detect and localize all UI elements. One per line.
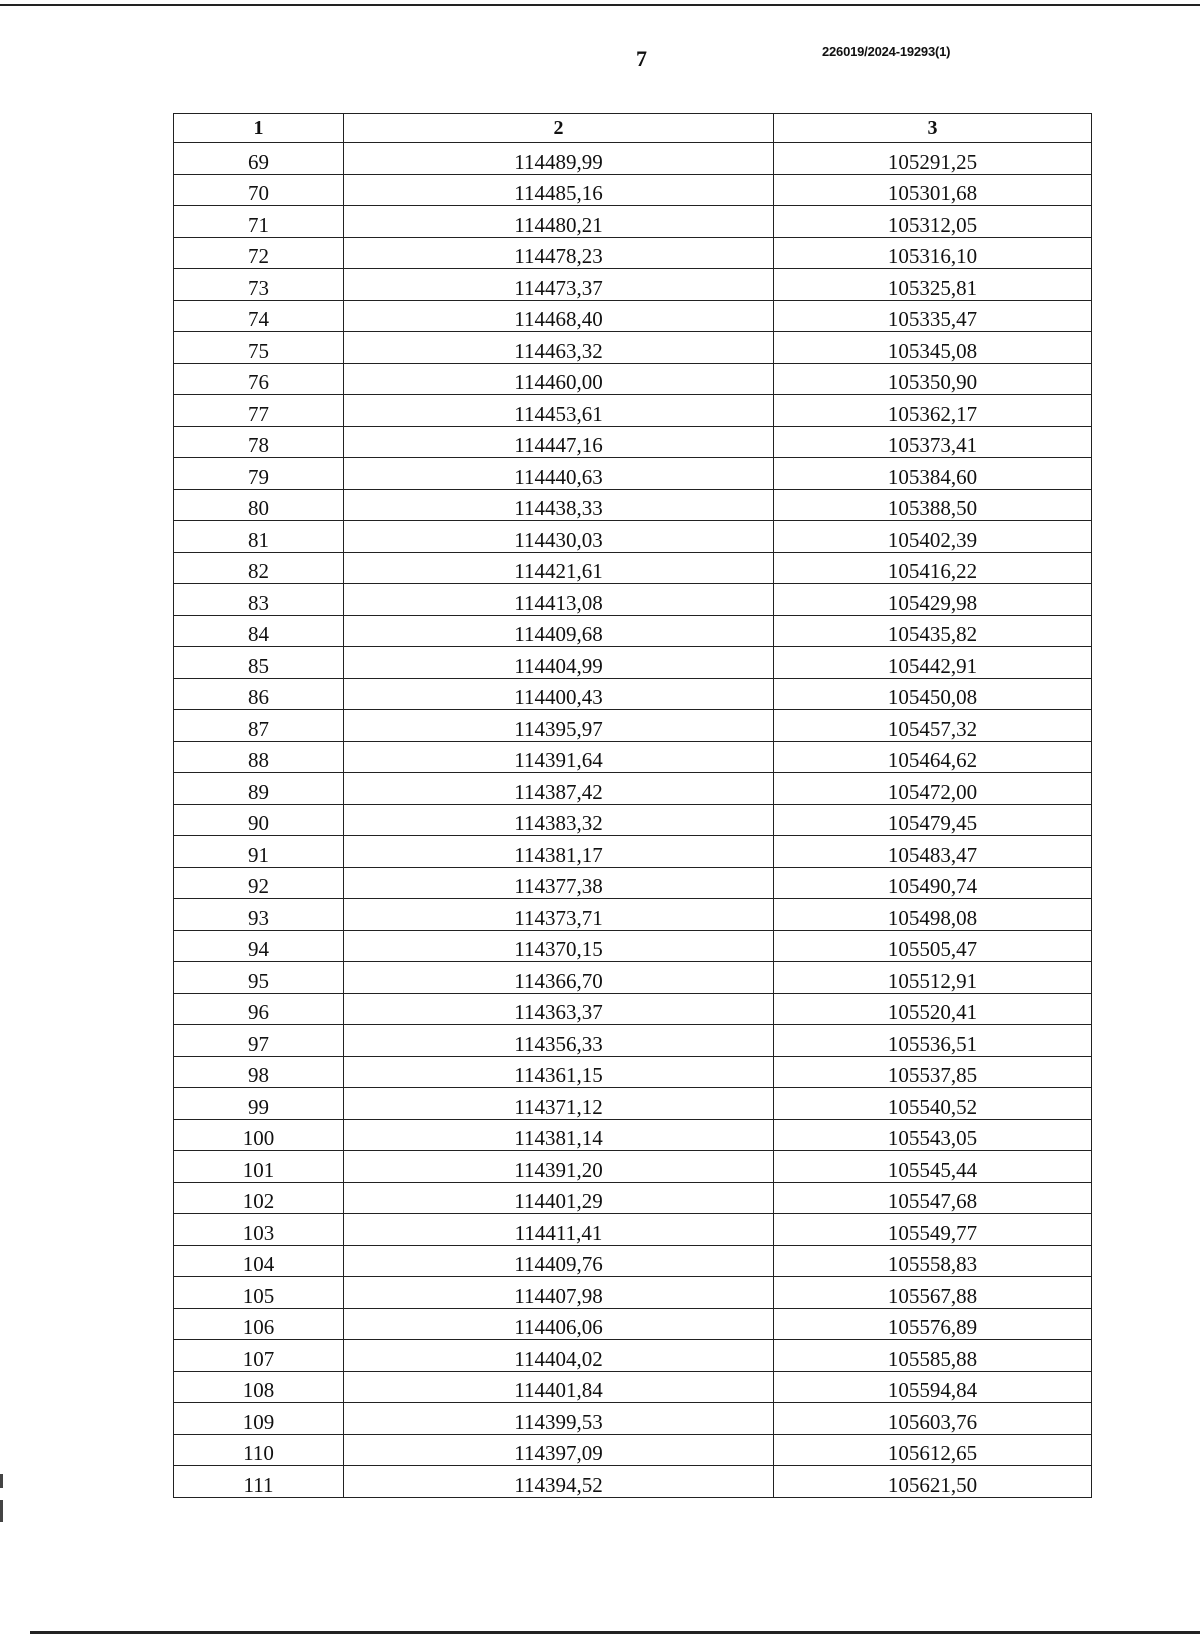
x-coordinate-cell: 114394,52 <box>344 1466 774 1498</box>
x-coordinate-cell: 114370,15 <box>344 930 774 962</box>
x-coordinate-cell: 114489,99 <box>344 143 774 175</box>
table-row <box>174 395 1092 427</box>
table-row <box>174 993 1092 1025</box>
point-number-cell: 102 <box>174 1182 344 1214</box>
y-coordinate-cell: 105373,41 <box>774 426 1092 458</box>
y-coordinate-cell: 105316,10 <box>774 237 1092 269</box>
point-number-cell: 111 <box>174 1466 344 1498</box>
x-coordinate-cell: 114381,14 <box>344 1119 774 1151</box>
y-coordinate-cell: 105536,51 <box>774 1025 1092 1057</box>
y-coordinate-cell: 105350,90 <box>774 363 1092 395</box>
y-coordinate-cell: 105335,47 <box>774 300 1092 332</box>
y-coordinate-cell: 105567,88 <box>774 1277 1092 1309</box>
x-coordinate-cell: 114361,15 <box>344 1056 774 1088</box>
table-row <box>174 741 1092 773</box>
y-coordinate-cell: 105547,68 <box>774 1182 1092 1214</box>
scan-margin-mark <box>0 1500 3 1522</box>
x-coordinate-cell: 114391,20 <box>344 1151 774 1183</box>
x-coordinate-cell: 114447,16 <box>344 426 774 458</box>
table-row <box>174 1403 1092 1435</box>
table-row <box>174 143 1092 175</box>
table-row <box>174 521 1092 553</box>
table-row <box>174 867 1092 899</box>
table-row <box>174 332 1092 364</box>
y-coordinate-cell: 105603,76 <box>774 1403 1092 1435</box>
point-number-cell: 94 <box>174 930 344 962</box>
x-coordinate-cell: 114478,23 <box>344 237 774 269</box>
y-coordinate-cell: 105362,17 <box>774 395 1092 427</box>
x-coordinate-cell: 114371,12 <box>344 1088 774 1120</box>
x-coordinate-cell: 114404,02 <box>344 1340 774 1372</box>
point-number-cell: 92 <box>174 867 344 899</box>
point-number-cell: 74 <box>174 300 344 332</box>
point-number-cell: 91 <box>174 836 344 868</box>
top-scan-border <box>0 0 1200 6</box>
point-number-cell: 80 <box>174 489 344 521</box>
y-coordinate-cell: 105537,85 <box>774 1056 1092 1088</box>
table-row <box>174 1151 1092 1183</box>
table-row <box>174 552 1092 584</box>
x-coordinate-cell: 114395,97 <box>344 710 774 742</box>
y-coordinate-cell: 105402,39 <box>774 521 1092 553</box>
y-coordinate-cell: 105429,98 <box>774 584 1092 616</box>
point-number-cell: 76 <box>174 363 344 395</box>
y-coordinate-cell: 105543,05 <box>774 1119 1092 1151</box>
x-coordinate-cell: 114401,29 <box>344 1182 774 1214</box>
x-coordinate-cell: 114440,63 <box>344 458 774 490</box>
y-coordinate-cell: 105520,41 <box>774 993 1092 1025</box>
table-row <box>174 804 1092 836</box>
point-number-cell: 95 <box>174 962 344 994</box>
table-row <box>174 269 1092 301</box>
table-row <box>174 489 1092 521</box>
x-coordinate-cell: 114406,06 <box>344 1308 774 1340</box>
x-coordinate-cell: 114411,41 <box>344 1214 774 1246</box>
page-number: 7 <box>636 46 647 71</box>
x-coordinate-cell: 114363,37 <box>344 993 774 1025</box>
point-number-cell: 77 <box>174 395 344 427</box>
bottom-scan-border <box>30 1631 1200 1634</box>
point-number-cell: 86 <box>174 678 344 710</box>
document-reference: 226019/2024-19293(1) <box>822 44 951 59</box>
y-coordinate-cell: 105585,88 <box>774 1340 1092 1372</box>
table-row <box>174 300 1092 332</box>
point-number-cell: 93 <box>174 899 344 931</box>
table-row <box>174 1025 1092 1057</box>
table-row <box>174 836 1092 868</box>
y-coordinate-cell: 105612,65 <box>774 1434 1092 1466</box>
point-number-cell: 75 <box>174 332 344 364</box>
table-row <box>174 1371 1092 1403</box>
y-coordinate-cell: 105576,89 <box>774 1308 1092 1340</box>
point-number-cell: 98 <box>174 1056 344 1088</box>
column-header-1: 1 <box>174 114 344 143</box>
table-row <box>174 584 1092 616</box>
y-coordinate-cell: 105301,68 <box>774 174 1092 206</box>
y-coordinate-cell: 105483,47 <box>774 836 1092 868</box>
point-number-cell: 103 <box>174 1214 344 1246</box>
point-number-cell: 110 <box>174 1434 344 1466</box>
point-number-cell: 70 <box>174 174 344 206</box>
table-row <box>174 363 1092 395</box>
x-coordinate-cell: 114356,33 <box>344 1025 774 1057</box>
point-number-cell: 79 <box>174 458 344 490</box>
x-coordinate-cell: 114480,21 <box>344 206 774 238</box>
x-coordinate-cell: 114413,08 <box>344 584 774 616</box>
y-coordinate-cell: 105512,91 <box>774 962 1092 994</box>
table-row <box>174 710 1092 742</box>
x-coordinate-cell: 114409,68 <box>344 615 774 647</box>
y-coordinate-cell: 105545,44 <box>774 1151 1092 1183</box>
point-number-cell: 99 <box>174 1088 344 1120</box>
y-coordinate-cell: 105594,84 <box>774 1371 1092 1403</box>
point-number-cell: 69 <box>174 143 344 175</box>
table-row <box>174 206 1092 238</box>
point-number-cell: 88 <box>174 741 344 773</box>
x-coordinate-cell: 114377,38 <box>344 867 774 899</box>
y-coordinate-cell: 105498,08 <box>774 899 1092 931</box>
y-coordinate-cell: 105549,77 <box>774 1214 1092 1246</box>
y-coordinate-cell: 105450,08 <box>774 678 1092 710</box>
table-row <box>174 773 1092 805</box>
point-number-cell: 104 <box>174 1245 344 1277</box>
point-number-cell: 90 <box>174 804 344 836</box>
point-number-cell: 85 <box>174 647 344 679</box>
table-header-row <box>174 114 1092 143</box>
x-coordinate-cell: 114397,09 <box>344 1434 774 1466</box>
point-number-cell: 101 <box>174 1151 344 1183</box>
y-coordinate-cell: 105416,22 <box>774 552 1092 584</box>
point-number-cell: 71 <box>174 206 344 238</box>
point-number-cell: 72 <box>174 237 344 269</box>
x-coordinate-cell: 114404,99 <box>344 647 774 679</box>
table-row <box>174 1056 1092 1088</box>
table-row <box>174 458 1092 490</box>
point-number-cell: 108 <box>174 1371 344 1403</box>
table-body <box>174 143 1092 1498</box>
point-number-cell: 106 <box>174 1308 344 1340</box>
x-coordinate-cell: 114453,61 <box>344 395 774 427</box>
x-coordinate-cell: 114421,61 <box>344 552 774 584</box>
point-number-cell: 84 <box>174 615 344 647</box>
column-header-2: 2 <box>344 114 774 143</box>
x-coordinate-cell: 114430,03 <box>344 521 774 553</box>
table-row <box>174 899 1092 931</box>
table-row <box>174 1182 1092 1214</box>
point-number-cell: 83 <box>174 584 344 616</box>
x-coordinate-cell: 114463,32 <box>344 332 774 364</box>
x-coordinate-cell: 114438,33 <box>344 489 774 521</box>
y-coordinate-cell: 105540,52 <box>774 1088 1092 1120</box>
x-coordinate-cell: 114366,70 <box>344 962 774 994</box>
table-row <box>174 1088 1092 1120</box>
table-row <box>174 1308 1092 1340</box>
y-coordinate-cell: 105312,05 <box>774 206 1092 238</box>
table-row <box>174 930 1092 962</box>
table-row <box>174 1119 1092 1151</box>
point-number-cell: 87 <box>174 710 344 742</box>
point-number-cell: 97 <box>174 1025 344 1057</box>
scan-margin-mark <box>0 1474 3 1488</box>
y-coordinate-cell: 105384,60 <box>774 458 1092 490</box>
x-coordinate-cell: 114391,64 <box>344 741 774 773</box>
x-coordinate-cell: 114409,76 <box>344 1245 774 1277</box>
x-coordinate-cell: 114387,42 <box>344 773 774 805</box>
x-coordinate-cell: 114468,40 <box>344 300 774 332</box>
table-row <box>174 1340 1092 1372</box>
table-row <box>174 1434 1092 1466</box>
point-number-cell: 109 <box>174 1403 344 1435</box>
table-row <box>174 678 1092 710</box>
x-coordinate-cell: 114460,00 <box>344 363 774 395</box>
x-coordinate-cell: 114401,84 <box>344 1371 774 1403</box>
y-coordinate-cell: 105479,45 <box>774 804 1092 836</box>
table-row <box>174 962 1092 994</box>
x-coordinate-cell: 114373,71 <box>344 899 774 931</box>
y-coordinate-cell: 105505,47 <box>774 930 1092 962</box>
point-number-cell: 100 <box>174 1119 344 1151</box>
table-row <box>174 174 1092 206</box>
column-header-3: 3 <box>774 114 1092 143</box>
x-coordinate-cell: 114399,53 <box>344 1403 774 1435</box>
y-coordinate-cell: 105291,25 <box>774 143 1092 175</box>
table-row <box>174 615 1092 647</box>
table-row <box>174 426 1092 458</box>
y-coordinate-cell: 105490,74 <box>774 867 1092 899</box>
y-coordinate-cell: 105345,08 <box>774 332 1092 364</box>
y-coordinate-cell: 105442,91 <box>774 647 1092 679</box>
y-coordinate-cell: 105325,81 <box>774 269 1092 301</box>
table-row <box>174 1245 1092 1277</box>
x-coordinate-cell: 114473,37 <box>344 269 774 301</box>
table-row <box>174 647 1092 679</box>
table-row <box>174 1214 1092 1246</box>
x-coordinate-cell: 114381,17 <box>344 836 774 868</box>
x-coordinate-cell: 114407,98 <box>344 1277 774 1309</box>
y-coordinate-cell: 105472,00 <box>774 773 1092 805</box>
x-coordinate-cell: 114400,43 <box>344 678 774 710</box>
point-number-cell: 105 <box>174 1277 344 1309</box>
point-number-cell: 81 <box>174 521 344 553</box>
y-coordinate-cell: 105464,62 <box>774 741 1092 773</box>
x-coordinate-cell: 114383,32 <box>344 804 774 836</box>
y-coordinate-cell: 105388,50 <box>774 489 1092 521</box>
table-row <box>174 1277 1092 1309</box>
y-coordinate-cell: 105435,82 <box>774 615 1092 647</box>
table-row <box>174 237 1092 269</box>
y-coordinate-cell: 105457,32 <box>774 710 1092 742</box>
x-coordinate-cell: 114485,16 <box>344 174 774 206</box>
table-row <box>174 1466 1092 1498</box>
point-number-cell: 107 <box>174 1340 344 1372</box>
coordinates-table <box>173 113 1092 1498</box>
y-coordinate-cell: 105558,83 <box>774 1245 1092 1277</box>
point-number-cell: 89 <box>174 773 344 805</box>
point-number-cell: 73 <box>174 269 344 301</box>
point-number-cell: 78 <box>174 426 344 458</box>
point-number-cell: 82 <box>174 552 344 584</box>
y-coordinate-cell: 105621,50 <box>774 1466 1092 1498</box>
point-number-cell: 96 <box>174 993 344 1025</box>
